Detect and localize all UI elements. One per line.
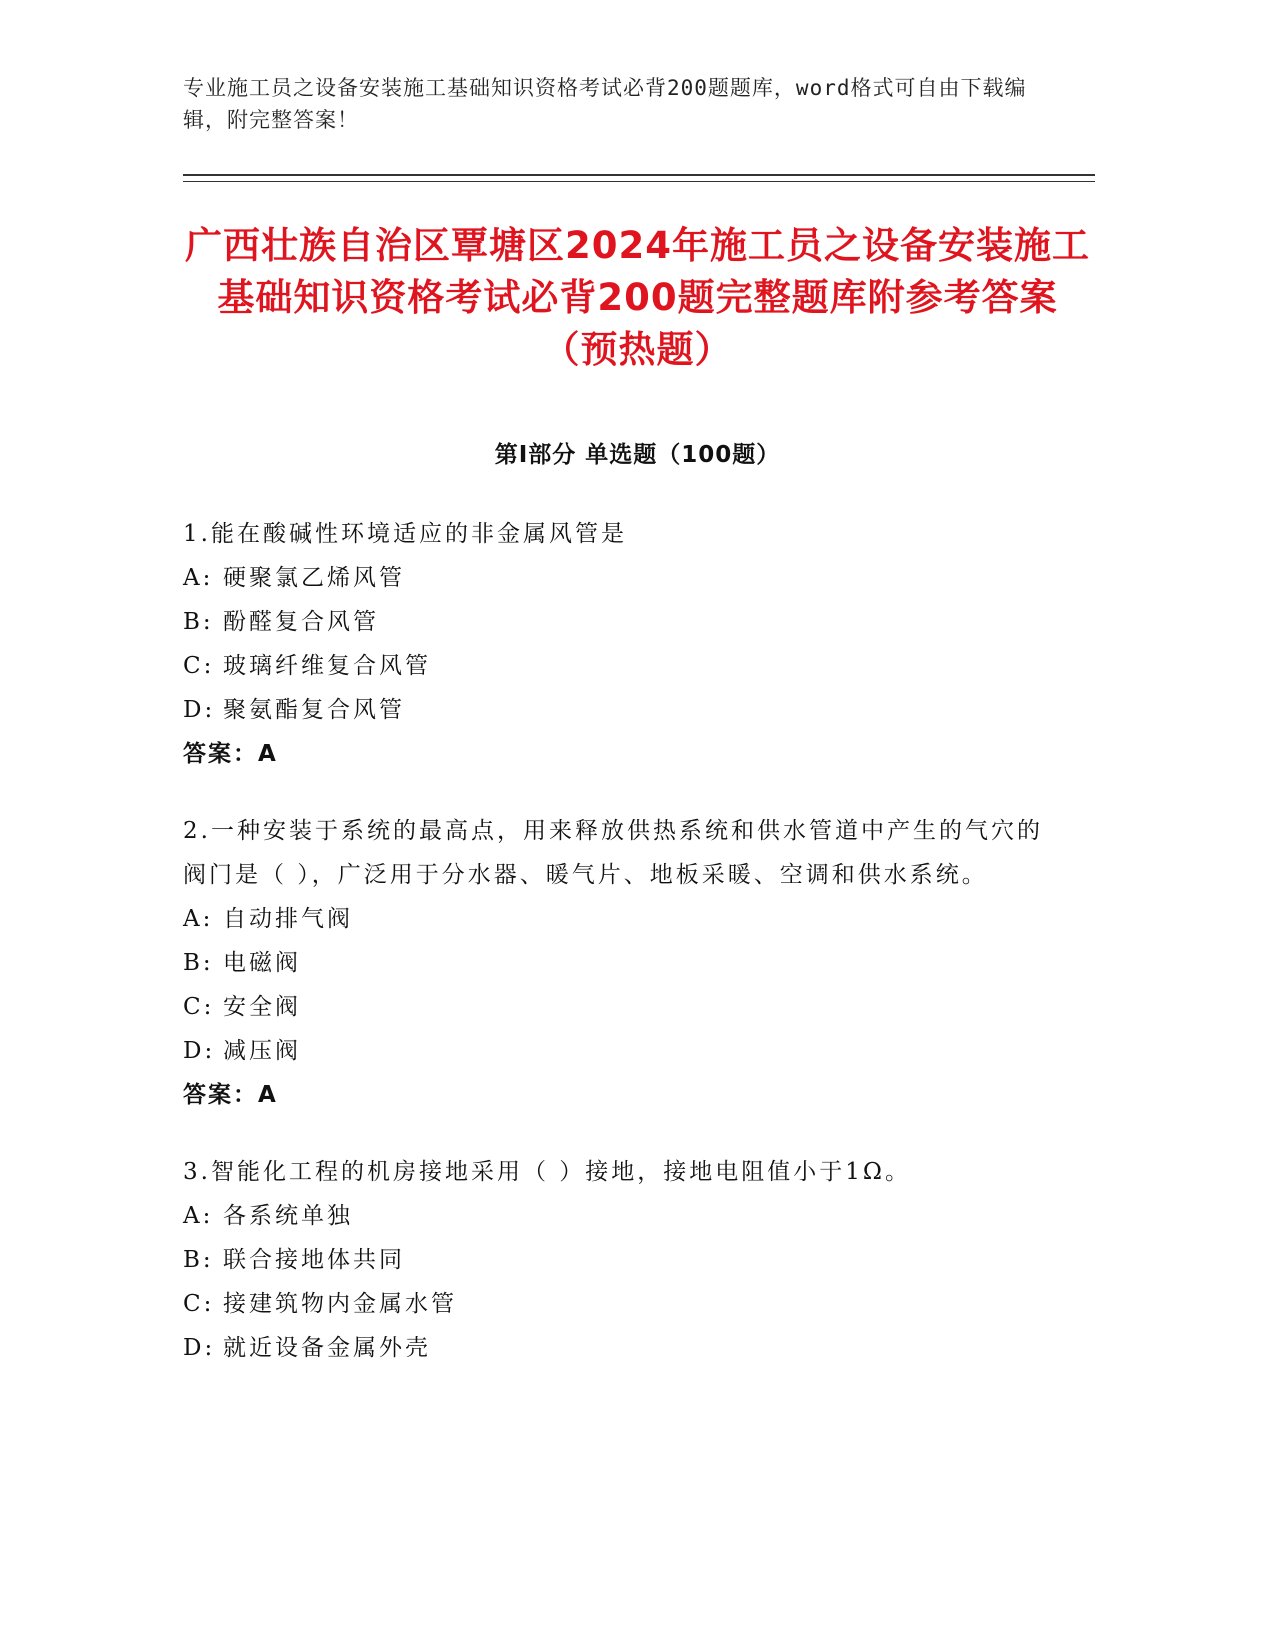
option-text: 硬聚氯乙烯风管 xyxy=(223,565,405,591)
option-text: 就近设备金属外壳 xyxy=(223,1335,431,1361)
question-1 xyxy=(183,512,1063,776)
document-title: 广西壮族自治区覃塘区2024年施工员之设备安装施工基础知识资格考试必背200题完整题库附参考答案（预热题） xyxy=(185,224,1090,371)
option-text: 聚氨酯复合风管 xyxy=(223,697,405,723)
option-c xyxy=(183,985,1063,1029)
answer: 答案：A xyxy=(183,741,278,767)
option-d xyxy=(183,688,1063,732)
option-text: 减压阀 xyxy=(223,1038,301,1064)
option-c xyxy=(183,1282,1063,1326)
question-3 xyxy=(183,1150,1063,1370)
option-letter: A: xyxy=(183,906,214,932)
option-b xyxy=(183,941,1063,985)
option-text: 各系统单独 xyxy=(223,1203,353,1229)
option-text: 玻璃纤维复合风管 xyxy=(223,653,431,679)
option-letter: B: xyxy=(183,950,214,976)
header-note: 专业施工员之设备安装施工基础知识资格考试必背200题题库，word格式可自由下载编辑，附完整答案！ xyxy=(183,76,1027,132)
section-title: 第Ⅰ部分 单选题（100题） xyxy=(494,442,781,468)
option-d xyxy=(183,1326,1063,1370)
option-b xyxy=(183,600,1063,644)
option-letter: D: xyxy=(183,1038,216,1064)
option-text: 接建筑物内金属水管 xyxy=(223,1291,457,1317)
option-text: 电磁阀 xyxy=(223,950,301,976)
header-divider-bottom xyxy=(183,181,1095,182)
question-stem: 2.一种安装于系统的最高点，用来释放供热系统和供水管道中产生的气穴的阀门是（ ），广泛用于分水器、暖气片、地板采暖、空调和供水系统。 xyxy=(183,818,1043,888)
option-d xyxy=(183,1029,1063,1073)
question-2 xyxy=(183,809,1063,1117)
option-text: 安全阀 xyxy=(223,994,301,1020)
option-text: 联合接地体共同 xyxy=(223,1247,405,1273)
option-a xyxy=(183,897,1063,941)
option-letter: C: xyxy=(183,653,215,679)
option-letter: B: xyxy=(183,1247,214,1273)
option-letter: D: xyxy=(183,697,216,723)
option-letter: A: xyxy=(183,565,214,591)
option-text: 酚醛复合风管 xyxy=(223,609,379,635)
option-a xyxy=(183,1194,1063,1238)
option-text: 自动排气阀 xyxy=(223,906,353,932)
option-a xyxy=(183,556,1063,600)
answer: 答案：A xyxy=(183,1082,278,1108)
option-c xyxy=(183,644,1063,688)
option-letter: C: xyxy=(183,1291,215,1317)
option-letter: C: xyxy=(183,994,215,1020)
option-letter: B: xyxy=(183,609,214,635)
option-letter: A: xyxy=(183,1203,214,1229)
header-divider-top xyxy=(183,174,1095,176)
option-letter: D: xyxy=(183,1335,216,1361)
option-b xyxy=(183,1238,1063,1282)
question-stem: 1.能在酸碱性环境适应的非金属风管是 xyxy=(183,521,627,547)
question-list xyxy=(183,512,1063,1403)
question-stem: 3.智能化工程的机房接地采用（ ）接地，接地电阻值小于1Ω。 xyxy=(183,1159,911,1185)
